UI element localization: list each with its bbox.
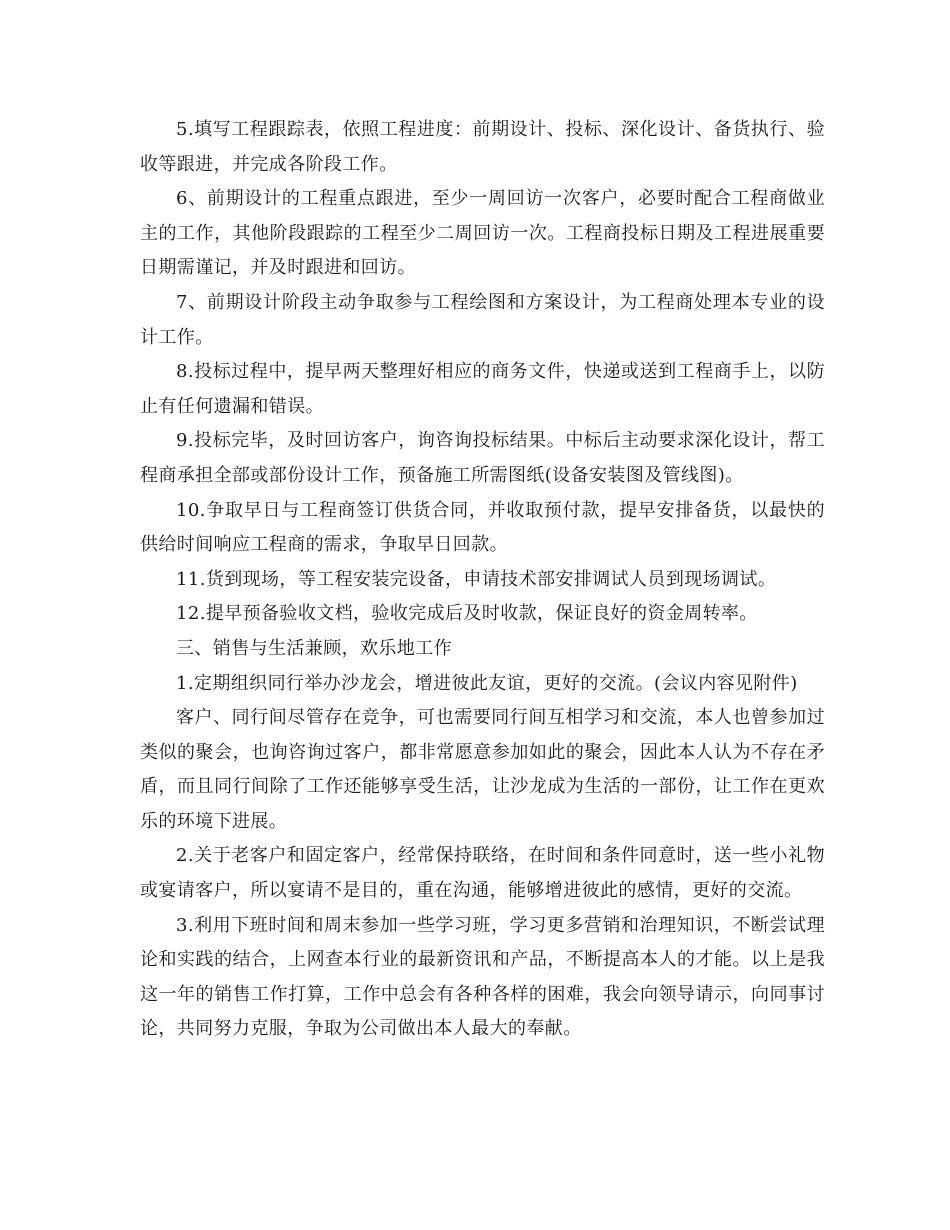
paragraph-item-5: 5.填写工程跟踪表，依照工程进度：前期设计、投标、深化设计、备货执行、验收等跟进，并完成各阶段工作。 bbox=[140, 119, 825, 175]
paragraph-item-7: 7、前期设计阶段主动争取参与工程绘图和方案设计，为工程商处理本专业的设计工作。 bbox=[140, 291, 825, 348]
paragraph-item-11: 11.货到现场，等工程安装完设备，申请技术部安排调试人员到现场调试。 bbox=[176, 568, 777, 590]
paragraph-item-6: 6、前期设计的工程重点跟进，至少一周回访一次客户，必要时配合工程商做业主的工作，其他阶段跟踪的工程至少二周回访一次。工程商投标日期及工程进展重要日期需谨记，并及时跟进和回访。 bbox=[140, 188, 825, 279]
paragraph-item-s2: 2.关于老客户和固定客户，经常保持联络，在时间和条件同意时，送一些小礼物或宴请客户，所以宴请不是目的，重在沟通，能够增进彼此的感情，更好的交流。 bbox=[140, 845, 825, 902]
paragraph-item-8: 8.投标过程中，提早两天整理好相应的商务文件，快递或送到工程商手上，以防止有任何遗漏和错误。 bbox=[140, 361, 825, 417]
paragraph-item-s3: 3.利用下班时间和周末参加一些学习班，学习更多营销和治理知识，不断尝试理论和实践的结合，上网查本行业的最新资讯和产品，不断提高本人的才能。以上是我这一年的销售工作打算，工作中总会有各种各样的困难，我会向领导请示，向同事讨论，共同努力克服，争取为公司做出本人最大的奉献。 bbox=[140, 914, 825, 1040]
paragraph-item-12: 12.提早预备验收文档，验收完成后及时收款，保证良好的资金周转率。 bbox=[176, 603, 758, 625]
paragraph-item-9: 9.投标完毕，及时回访客户，询咨询投标结果。中标后主动要求深化设计，帮工程商承担全部或部份设计工作，预备施工所需图纸(设备安装图及管线图)。 bbox=[140, 430, 825, 486]
paragraph-explanation: 客户、同行间尽管存在竞争，可也需要同行间互相学习和交流，本人也曾参加过类似的聚会，也询咨询过客户，都非常愿意参加如此的聚会，因此本人认为不存在矛盾，而且同行间除了工作还能够享受生活，让沙龙成为生活的一部份，让工作在更欢乐的环境下进展。 bbox=[140, 707, 825, 832]
section-heading-3: 三、销售与生活兼顾，欢乐地工作 bbox=[176, 637, 452, 659]
paragraph-item-10: 10.争取早日与工程商签订供货合同，并收取预付款，提早安排备货，以最快的供给时间响应工程商的需求，争取早日回款。 bbox=[140, 499, 825, 556]
document-body bbox=[140, 113, 825, 1047]
paragraph-item-s1: 1.定期组织同行举办沙龙会，增进彼此友谊，更好的交流。(会议内容见附件) bbox=[176, 672, 798, 694]
